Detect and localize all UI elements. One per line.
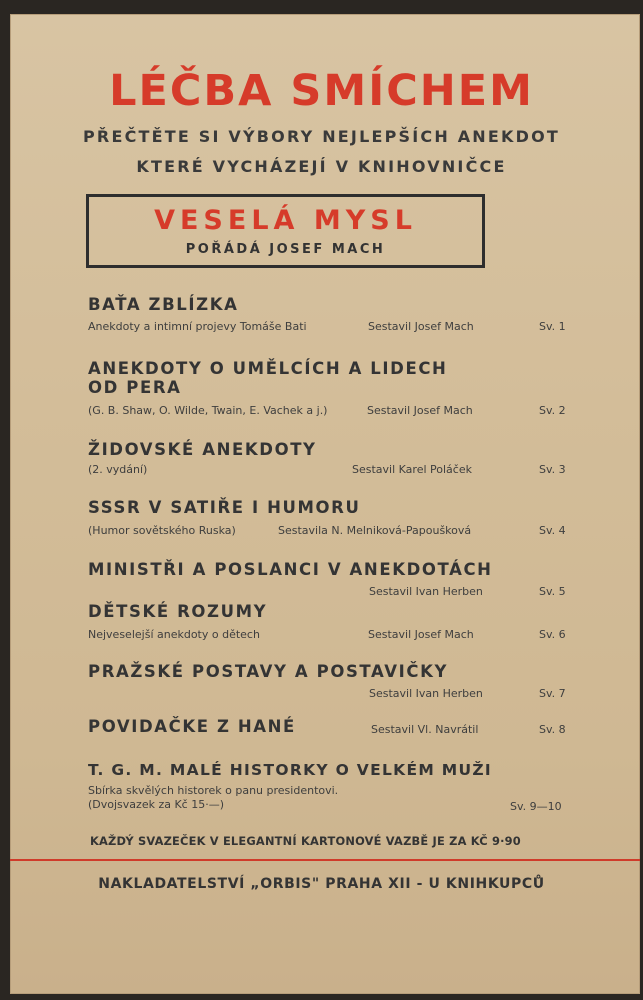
book-7-volume: Sv. 7 xyxy=(539,687,566,700)
book-9-note-line-1: Sbírka skvělých historek o panu presidentovi. xyxy=(88,784,339,797)
red-divider-rule xyxy=(10,859,640,861)
book-6-note: Nejveselejší anekdoty o dětech xyxy=(88,628,260,641)
book-7-title: PRAŽSKÉ POSTAVY A POSTAVIČKY xyxy=(88,662,448,681)
book-4-compiler: Sestavila N. Melniková-Papoušková xyxy=(278,524,472,537)
book-6-compiler: Sestavil Josef Mach xyxy=(368,628,474,641)
book-9-volume: Sv. 9—10 xyxy=(510,800,562,813)
book-2-title-line-1: ANEKDOTY O UMĚLCÍCH A LIDECH xyxy=(88,359,448,378)
book-5-title: MINISTŘI A POSLANCI V ANEKDOTÁCH xyxy=(88,560,493,579)
book-2-note: (G. B. Shaw, O. Wilde, Twain, E. Vachek a j.) xyxy=(88,404,328,417)
page-title: LÉČBA SMÍCHEM xyxy=(109,66,534,116)
book-1-title: BAŤA ZBLÍZKA xyxy=(88,295,239,314)
book-8-volume: Sv. 8 xyxy=(539,723,566,736)
book-7-compiler: Sestavil Ivan Herben xyxy=(369,687,483,700)
book-3-title: ŽIDOVSKÉ ANEKDOTY xyxy=(88,440,317,459)
subtitle-line-1: PŘEČTĚTE SI VÝBORY NEJLEPŠÍCH ANEKDOT xyxy=(83,127,560,146)
book-1-compiler: Sestavil Josef Mach xyxy=(368,320,474,333)
book-1-volume: Sv. 1 xyxy=(539,320,566,333)
book-5-volume: Sv. 5 xyxy=(539,585,566,598)
book-3-note: (2. vydání) xyxy=(88,463,148,476)
series-name: VESELÁ MYSL xyxy=(154,205,417,236)
publisher-footer: NAKLADATELSTVÍ „ORBIS" PRAHA XII - U KNIHKUPCŮ xyxy=(98,876,545,892)
book-8-compiler: Sestavil Vl. Navrátil xyxy=(371,723,479,736)
book-6-title: DĚTSKÉ ROZUMY xyxy=(88,602,268,621)
book-6-volume: Sv. 6 xyxy=(539,628,566,641)
book-8-title: POVIDAČKE Z HANÉ xyxy=(88,717,296,736)
book-2-title-line-2: OD PERA xyxy=(88,378,182,397)
book-2-volume: Sv. 2 xyxy=(539,404,566,417)
price-note: KAŽDÝ SVAZEČEK V ELEGANTNÍ KARTONOVÉ VAZBĚ JE ZA KČ 9·90 xyxy=(90,834,521,848)
book-4-title: SSSR V SATIŘE I HUMORU xyxy=(88,498,361,517)
book-2-compiler: Sestavil Josef Mach xyxy=(367,404,473,417)
book-1-note: Anekdoty a intimní projevy Tomáše Bati xyxy=(88,320,307,333)
book-9-title: T. G. M. MALÉ HISTORKY O VELKÉM MUŽI xyxy=(88,761,492,779)
book-3-volume: Sv. 3 xyxy=(539,463,566,476)
book-5-compiler: Sestavil Ivan Herben xyxy=(369,585,483,598)
series-editor: POŘÁDÁ JOSEF MACH xyxy=(185,242,386,257)
book-4-volume: Sv. 4 xyxy=(539,524,566,537)
book-4-note: (Humor sovětského Ruska) xyxy=(88,524,236,537)
subtitle-line-2: KTERÉ VYCHÁZEJÍ V KNIHOVNIČCE xyxy=(136,157,507,176)
book-9-note-line-2: (Dvojsvazek za Kč 15·—) xyxy=(88,798,225,811)
book-3-compiler: Sestavil Karel Poláček xyxy=(352,463,472,476)
